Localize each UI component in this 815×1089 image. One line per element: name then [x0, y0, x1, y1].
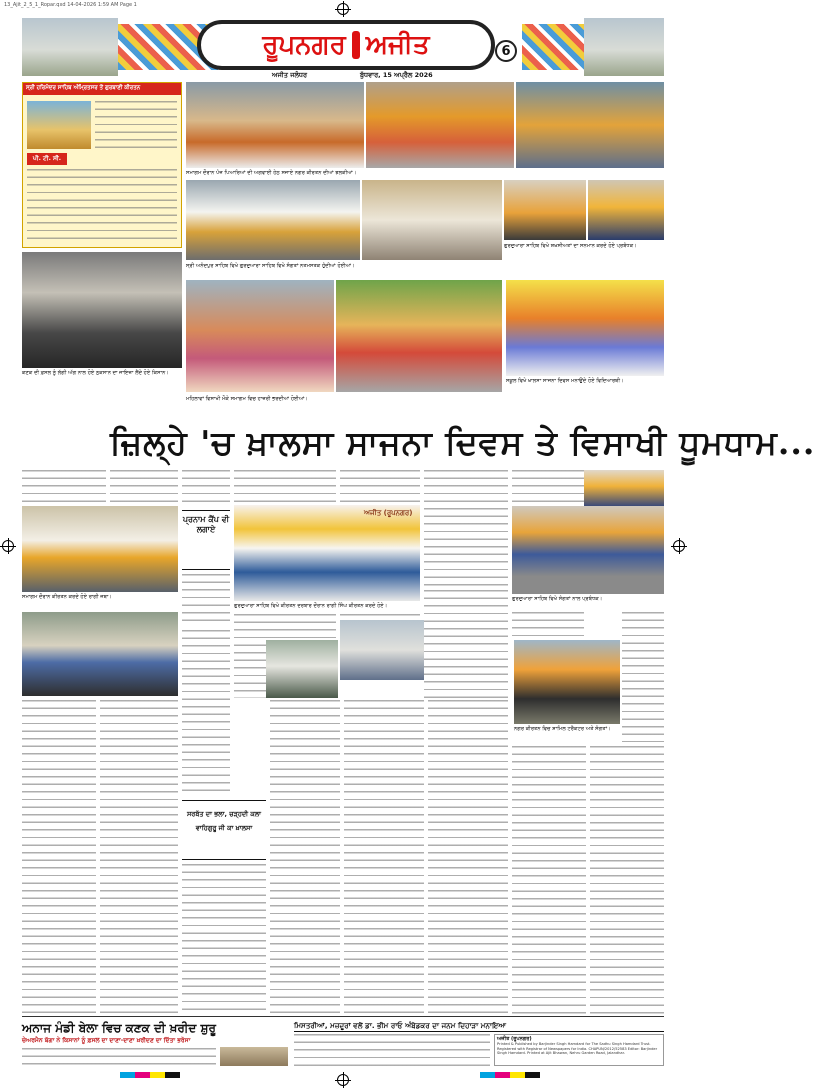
photo-fire-damage [22, 252, 182, 368]
caption-gurdwara-group: ਸ੍ਰੀ ਅਨੰਦਪੁਰ ਸਾਹਿਬ ਵਿਖੇ ਗੁਰਦੁਆਰਾ ਸਾਹਿਬ ਵਿਖੇ ਸੰਗਤਾਂ ਨਤਮਸਤਕ ਹੁੰਦੀਆਂ ਹੋਈਆਂ। [186, 263, 355, 269]
quote-line-2: ਵਾਹਿਗੁਰੂ ਜੀ ਕਾ ਖ਼ਾਲਸਾ [195, 824, 253, 832]
registration-mark-bottom [337, 1074, 349, 1086]
caption-award: ਗੁਰਦੁਆਰਾ ਸਾਹਿਬ ਵਿਖੇ ਸ਼ਖ਼ਸੀਅਤਾਂ ਦਾ ਸਨਮਾਨ ਕਰਦੇ ਹੋਏ ਪ੍ਰਬੰਧਕ। [504, 243, 637, 249]
column-2-top [110, 470, 178, 504]
brand-divider [352, 31, 360, 59]
caption-women-langar: ਮਹਿਲਾਵਾਂ ਵਿਸਾਖੀ ਮੌਕੇ ਸਮਾਗਮ ਵਿਚ ਹਾਜ਼ਰੀ ਭਰਦੀਆਂ ਹੋਈਆਂ। [186, 396, 309, 402]
photo-tractor [514, 640, 620, 724]
photo-langar-seva [336, 280, 502, 392]
photo-honour [588, 180, 664, 240]
bottom-left-text [22, 1048, 216, 1066]
promo-box [22, 82, 182, 248]
photo-building [340, 620, 424, 680]
column-6-mid [424, 590, 508, 698]
photo-outdoor [266, 640, 338, 698]
imprint-box [494, 1034, 664, 1066]
column-4-lower [270, 700, 340, 1016]
column-3-mid [182, 574, 230, 626]
side-heading-box [182, 510, 230, 570]
bottom-mid-story [294, 1020, 664, 1066]
page-number: 6 [495, 40, 517, 62]
photo-award [504, 180, 586, 240]
photo-procession-2 [366, 82, 514, 168]
column-3-top [182, 470, 230, 506]
masthead-photo-right [584, 18, 664, 76]
photo-school-event [506, 280, 664, 376]
masthead-subtitle: ਅਜੀਤ ਜਲੰਧਰ [272, 71, 307, 79]
bottom-mid-text [294, 1034, 490, 1066]
photo-group-right [512, 506, 664, 594]
column-2-body [100, 700, 178, 1016]
main-headline: ਜ਼ਿਲ੍ਹੇ 'ਚ ਖ਼ਾਲਸਾ ਸਾਜਨਾ ਦਿਵਸ ਤੇ ਵਿਸਾਖੀ ਧੂਮਧਾਮ... [110, 423, 815, 462]
caption-fire: ਕਣਕ ਦੀ ਫ਼ਸਲ ਨੂੰ ਲੱਗੀ ਅੱਗ ਨਾਲ ਹੋਏ ਨੁਕਸਾਨ ਦਾ ਜਾਇਜ਼ਾ ਲੈਂਦੇ ਹੋਏ ਕਿਸਾਨ। [22, 370, 169, 376]
quote-box [182, 800, 266, 860]
caption-school: ਸਕੂਲ ਵਿਖੇ ਖ਼ਾਲਸਾ ਸਾਜਨਾ ਦਿਵਸ ਮਨਾਉਂਦੇ ਹੋਏ ਵਿਦਿਆਰਥੀ। [506, 378, 624, 384]
column-6-lower [428, 700, 508, 1016]
color-bar-right [480, 1072, 540, 1078]
slug-line: 13_Ajit_2_5_1_Ropar.qxd 14-04-2026 1:59 AM Page 1 [4, 2, 137, 8]
photo-stage-left [22, 506, 178, 592]
bottom-mid-headline: ਮਿਸਤਰੀਆਂ, ਮਜ਼ਦੂਰਾਂ ਵਲੋਂ ਡਾ. ਭੀਮ ਰਾਓ ਅੰਬੇਡਕਰ ਦਾ ਜਨਮ ਦਿਹਾੜਾ ਮਨਾਇਆ [294, 1020, 664, 1032]
bottom-left-headline: ਅਨਾਜ ਮੰਡੀ ਬੇਲਾ ਵਿਚ ਕਣਕ ਦੀ ਖ਼ਰੀਦ ਸ਼ੁਰੂ [22, 1021, 216, 1035]
golden-temple-photo [27, 101, 91, 149]
photo-dignitaries [186, 180, 360, 260]
caption-kirtan: ਗੁਰਦੁਆਰਾ ਸਾਹਿਬ ਵਿਖੇ ਕੀਰਤਨ ਦਰਬਾਰ ਦੌਰਾਨ ਰਾਗੀ ਸਿੰਘ ਕੀਰਤਨ ਕਰਦੇ ਹੋਏ। [234, 603, 388, 609]
photo-small-top-right [584, 470, 664, 506]
photo-procession-3 [516, 82, 664, 168]
column-6-top [424, 470, 508, 586]
photo-langar-hall [362, 180, 502, 260]
column-4-top [234, 470, 336, 502]
column-1-body [22, 700, 96, 1016]
promo-schedule [27, 169, 177, 243]
registration-mark-left [2, 540, 14, 552]
column-7-mid [512, 612, 584, 642]
caption-tractor: ਨਗਰ ਕੀਰਤਨ ਵਿਚ ਸ਼ਾਮਿਲ ਟਰੈਕਟਰ ਅਤੇ ਸੰਗਤਾਂ। [514, 726, 611, 732]
caption-group-right: ਗੁਰਦੁਆਰਾ ਸਾਹਿਬ ਵਿਖੇ ਸੰਗਤਾਂ ਨਾਲ ਪ੍ਰਬੰਧਕ। [512, 596, 603, 602]
column-5-lower [344, 700, 424, 1016]
masthead-date: ਬੁੱਧਵਾਰ, 15 ਅਪ੍ਰੈਲ 2026 [360, 71, 433, 79]
imprint-title: ਅਜੀਤ (ਰੂਪਨਗਰ) [497, 1036, 532, 1042]
brand-name-right: ਅਜੀਤ [365, 30, 430, 60]
promo-badge: ਪੀ. ਟੀ. ਸੀ. [27, 153, 67, 165]
registration-mark-right [673, 540, 685, 552]
promo-text [95, 101, 177, 149]
stage-banner: ਅਜੀਤ (ਰੂਪਨਗਰ) [364, 509, 413, 517]
brand-name-left: ਰੂਪਨਗਰ [262, 30, 346, 60]
masthead-pattern-right [522, 24, 584, 70]
photo-ceremony [22, 612, 178, 696]
side-heading: ਪ੍ਰਨਾਮ ਕੈਂਪ ਵੀ ਲਗਾਏ [182, 515, 230, 534]
column-5-top [340, 470, 420, 502]
caption-top-row: ਸਮਾਗਮ ਦੌਰਾਨ ਪੰਜ ਪਿਆਰਿਆਂ ਦੀ ਅਗਵਾਈ ਹੇਠ ਸਜਾਏ ਨਗਰ ਕੀਰਤਨ ਦੀਆਂ ਝਲਕੀਆਂ। [186, 170, 357, 176]
masthead-photo-left [22, 18, 118, 76]
column-7-lower [512, 746, 586, 1016]
column-3-lower [182, 630, 230, 796]
photo-women-gathering [186, 280, 334, 392]
bottom-left-story [22, 1020, 290, 1066]
photo-procession-1 [186, 82, 364, 168]
photo-kirtan [234, 505, 420, 601]
column-8-mid [622, 612, 664, 742]
column-3-bottom [182, 864, 266, 1016]
bottom-left-subheadline: ਚੇਅਰਮੈਨ ਬੱਗਾ ਨੇ ਕਿਸਾਨਾਂ ਨੂੰ ਫ਼ਸਲ ਦਾ ਦਾਣਾ-ਦਾਣਾ ਖ਼ਰੀਦਣ ਦਾ ਦਿੱਤਾ ਭਰੋਸਾ [22, 1037, 191, 1044]
quote-line-1: ਸਰਬੱਤ ਦਾ ਭਲਾ, ਚੜ੍ਹਦੀ ਕਲਾ [186, 810, 262, 818]
column-8-lower [590, 746, 664, 1016]
caption-stage-left: ਸਮਾਗਮ ਦੌਰਾਨ ਕੀਰਤਨ ਕਰਦੇ ਹੋਏ ਰਾਗੀ ਜਥਾ। [22, 594, 112, 600]
bottom-rule [22, 1016, 664, 1017]
column-1-top [22, 470, 106, 504]
photo-mandi [220, 1047, 288, 1066]
registration-mark-top [337, 3, 349, 15]
promo-title: ਸ੍ਰੀ ਹਰਿਮੰਦਰ ਸਾਹਿਬ ਅੰਮ੍ਰਿਤਸਰ ਤੋਂ ਗੁਰਬਾਣੀ ਕੀਰਤਨ [23, 83, 181, 95]
imprint-text: Printed & Published by Barjinder Singh Hamdard for The Sadhu Singh Hamdard Trust. Registered with Registrar of Newspapers for India. CHAPUN/2012/52583 Editor: Barjinder Singh Hamdard. Printed at Ajit Bhawan, Nehru Garden Road, Jalandhar. [497, 1042, 658, 1056]
column-7-top [512, 470, 584, 504]
color-bar-left [120, 1072, 180, 1078]
masthead-logo [197, 20, 495, 70]
